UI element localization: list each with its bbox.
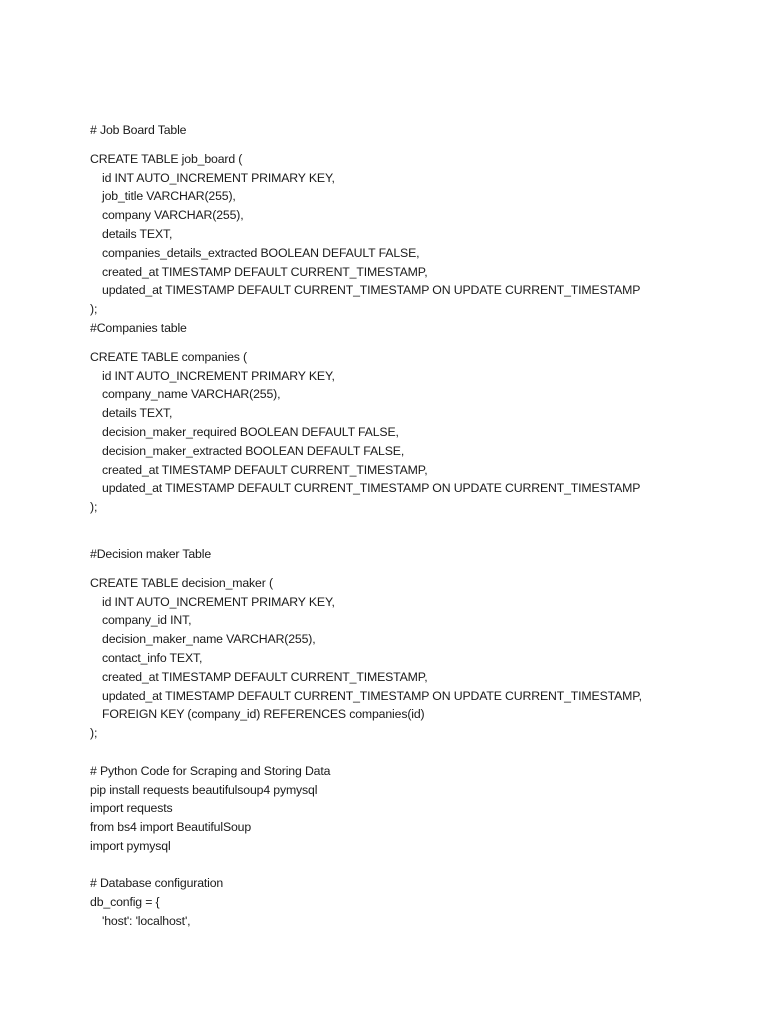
code-line: details TEXT, bbox=[102, 226, 173, 241]
decision-heading: #Decision maker Table bbox=[90, 546, 212, 561]
db-config-host-line: 'host': 'localhost', bbox=[102, 914, 191, 929]
db-config-open-line: db_config = { bbox=[90, 895, 160, 910]
code-line: id INT AUTO_INCREMENT PRIMARY KEY, bbox=[102, 170, 335, 185]
code-line: updated_at TIMESTAMP DEFAULT CURRENT_TIMESTAMP ON UPDATE CURRENT_TIMESTAMP, bbox=[102, 688, 642, 703]
code-line: job_title VARCHAR(255), bbox=[102, 189, 236, 204]
code-line: import pymysql bbox=[90, 838, 171, 853]
code-line: FOREIGN KEY (company_id) REFERENCES companies(id) bbox=[102, 707, 425, 722]
code-line: updated_at TIMESTAMP DEFAULT CURRENT_TIMESTAMP ON UPDATE CURRENT_TIMESTAMP bbox=[102, 283, 641, 298]
code-line: company_name VARCHAR(255), bbox=[102, 387, 281, 402]
code-line: updated_at TIMESTAMP DEFAULT CURRENT_TIMESTAMP ON UPDATE CURRENT_TIMESTAMP bbox=[102, 481, 641, 496]
code-line: contact_info TEXT, bbox=[102, 650, 203, 665]
code-line: decision_maker_name VARCHAR(255), bbox=[102, 632, 316, 647]
code-line: pip install requests beautifulsoup4 pymysql bbox=[90, 782, 318, 797]
code-line: companies_details_extracted BOOLEAN DEFAULT FALSE, bbox=[102, 245, 420, 260]
job-board-create-line: CREATE TABLE job_board ( bbox=[90, 151, 243, 166]
code-line: decision_maker_required BOOLEAN DEFAULT FALSE, bbox=[102, 424, 399, 439]
code-line: id INT AUTO_INCREMENT PRIMARY KEY, bbox=[102, 594, 335, 609]
job-board-close-line: ); bbox=[90, 302, 98, 317]
decision-close-line: ); bbox=[90, 726, 98, 741]
companies-close-line: ); bbox=[90, 500, 98, 515]
code-line: created_at TIMESTAMP DEFAULT CURRENT_TIMESTAMP, bbox=[102, 669, 428, 684]
code-line: company_id INT, bbox=[102, 613, 192, 628]
code-line: id INT AUTO_INCREMENT PRIMARY KEY, bbox=[102, 368, 335, 383]
python-heading: # Python Code for Scraping and Storing Data bbox=[90, 763, 331, 778]
decision-create-line: CREATE TABLE decision_maker ( bbox=[90, 575, 273, 590]
code-line: created_at TIMESTAMP DEFAULT CURRENT_TIMESTAMP, bbox=[102, 462, 428, 477]
code-line: import requests bbox=[90, 801, 173, 816]
code-line: decision_maker_extracted BOOLEAN DEFAULT FALSE, bbox=[102, 443, 405, 458]
companies-heading: #Companies table bbox=[90, 320, 187, 335]
code-line: details TEXT, bbox=[102, 406, 173, 421]
document-page bbox=[90, 121, 740, 931]
companies-create-line: CREATE TABLE companies ( bbox=[90, 349, 247, 364]
code-line: created_at TIMESTAMP DEFAULT CURRENT_TIMESTAMP, bbox=[102, 264, 428, 279]
job-board-heading: # Job Board Table bbox=[90, 123, 187, 137]
code-line: from bs4 import BeautifulSoup bbox=[90, 820, 252, 835]
code-line: company VARCHAR(255), bbox=[102, 208, 244, 223]
db-config-heading: # Database configuration bbox=[90, 876, 224, 891]
